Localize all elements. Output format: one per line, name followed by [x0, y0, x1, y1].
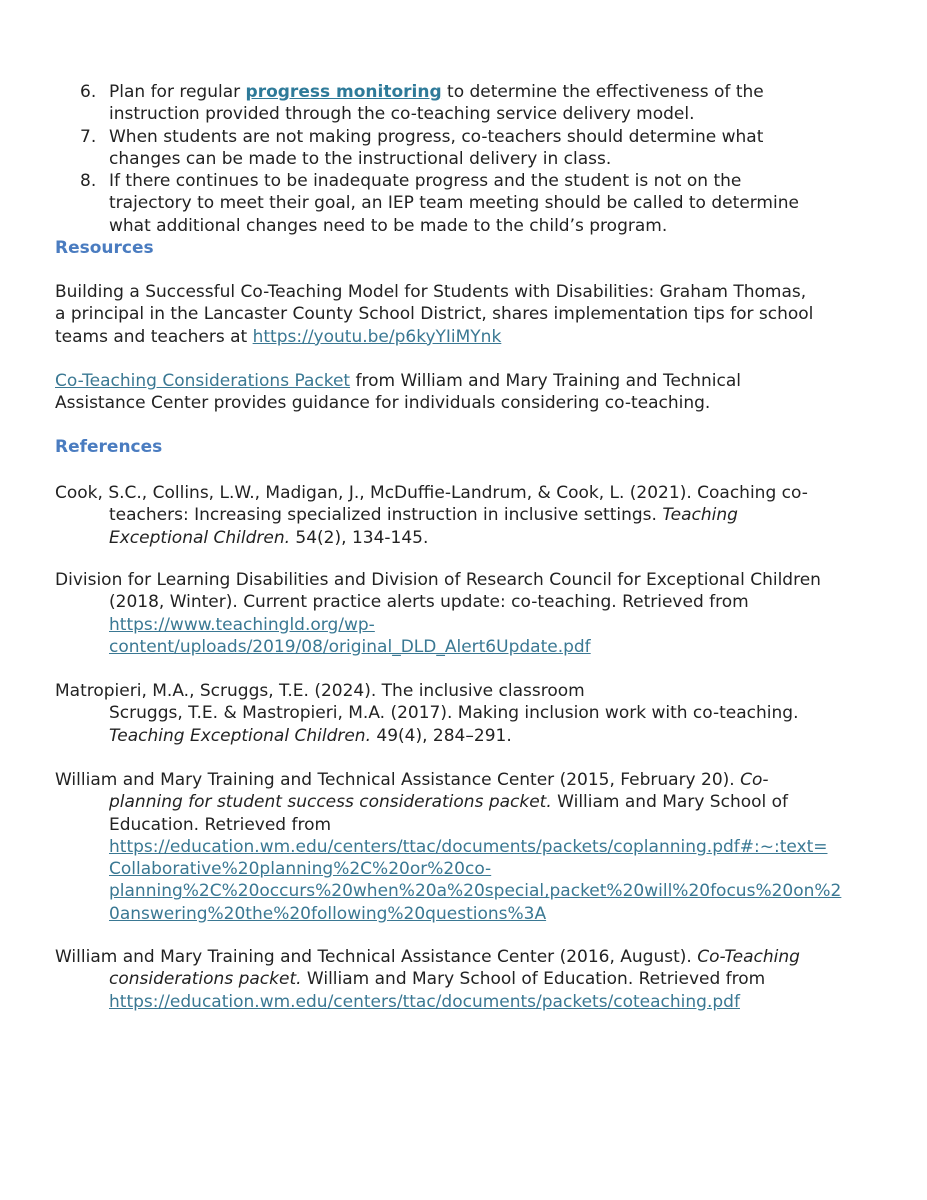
- list-line: changes can be made to the instructional delivery in class.: [109, 148, 612, 169]
- teachingld-link[interactable]: https://www.teachingld.org/wp-: [109, 614, 375, 635]
- resource-line: Assistance Center provides guidance for individuals considering co-teaching.: [55, 393, 711, 414]
- reference-entry: [55, 769, 877, 925]
- reference-line: Cook, S.C., Collins, L.W., Madigan, J., McDuffie-Landrum, & Cook, L. (2021). Coaching co-: [55, 483, 808, 503]
- reference-line: [55, 614, 877, 636]
- list-line: When students are not making progress, co-teachers should determine what: [109, 126, 764, 147]
- reference-line: Division for Learning Disabilities and Division of Research Council for Exceptional Children: [55, 570, 821, 590]
- reference-text: 54(2), 134-145.: [290, 527, 429, 548]
- reference-text: William and Mary School of: [551, 792, 789, 813]
- reference-line: [55, 946, 877, 968]
- references-heading: References: [55, 437, 163, 457]
- reference-line: [55, 769, 877, 791]
- packet-title: Co-: [740, 770, 769, 790]
- youtube-link[interactable]: https://youtu.be/p6kyYIiMYnk: [252, 326, 502, 347]
- reference-line: [55, 725, 877, 747]
- reference-line: [55, 791, 877, 813]
- list-text: Plan for regular: [109, 82, 246, 102]
- reference-line: Scruggs, T.E. & Mastropieri, M.A. (2017). Making inclusion work with co-teaching.: [109, 703, 799, 724]
- reference-line: [55, 903, 877, 925]
- reference-text: William and Mary Training and Technical Assistance Center (2016, August).: [55, 947, 698, 967]
- reference-line: Education. Retrieved from: [109, 814, 332, 835]
- reference-line: [55, 991, 877, 1013]
- resource-line: [55, 326, 875, 348]
- list-item: [80, 170, 880, 237]
- reference-line: [55, 504, 877, 526]
- resource-text: from William and Mary Training and Technical: [350, 371, 742, 391]
- reference-entry: [55, 569, 877, 658]
- list-item: [80, 81, 880, 126]
- resource-paragraph: [55, 281, 875, 348]
- packet-title: considerations packet.: [109, 969, 302, 990]
- co-teaching-packet-link[interactable]: Co-Teaching Considerations Packet: [55, 371, 351, 391]
- list-text: to determine the effectiveness of the: [441, 82, 764, 102]
- resource-line: a principal in the Lancaster County School District, shares implementation tips for school: [55, 304, 814, 325]
- teachingld-link[interactable]: content/uploads/2019/08/original_DLD_Alert6Update.pdf: [109, 636, 591, 657]
- resource-line: [55, 370, 875, 392]
- list-line: If there continues to be inadequate progress and the student is not on the: [109, 171, 742, 192]
- reference-line: [55, 527, 877, 549]
- reference-text: William and Mary School of Education. Retrieved from: [301, 969, 766, 990]
- reference-line: [55, 836, 877, 858]
- journal-title: Exceptional Children.: [109, 527, 291, 548]
- reference-line: [55, 858, 877, 880]
- reference-text: William and Mary Training and Technical Assistance Center (2015, February 20).: [55, 770, 741, 790]
- reference-line: [55, 968, 877, 990]
- journal-title: Teaching: [662, 505, 738, 526]
- resource-line: Building a Successful Co-Teaching Model for Students with Disabilities: Graham Thomas,: [55, 282, 807, 302]
- progress-monitoring-link[interactable]: progress monitoring: [245, 82, 442, 102]
- reference-line: Matropieri, M.A., Scruggs, T.E. (2024). The inclusive classroom: [55, 681, 585, 701]
- resource-text: teams and teachers at: [55, 326, 253, 347]
- list-number: 8.: [80, 171, 97, 192]
- coplanning-link[interactable]: Collaborative%20planning%2C%20or%20co-: [109, 859, 492, 880]
- list-line: what additional changes need to be made to the child’s program.: [109, 215, 668, 236]
- list-line: trajectory to meet their goal, an IEP team meeting should be called to determine: [109, 193, 799, 214]
- list-number: 7.: [80, 126, 97, 147]
- coplanning-link[interactable]: https://education.wm.edu/centers/ttac/documents/packets/coplanning.pdf#:~:text=: [109, 836, 828, 857]
- coteaching-link[interactable]: https://education.wm.edu/centers/ttac/documents/packets/coteaching.pdf: [109, 991, 740, 1012]
- reference-line: [55, 636, 877, 658]
- numbered-list: [80, 81, 880, 237]
- list-line: [109, 81, 880, 103]
- reference-line: [55, 880, 877, 902]
- coplanning-link[interactable]: 0answering%20the%20following%20questions%3A: [109, 903, 547, 924]
- packet-title: planning for student success considerations packet.: [109, 792, 552, 813]
- resource-paragraph: [55, 370, 875, 415]
- packet-title: Co-Teaching: [697, 947, 800, 967]
- coplanning-link[interactable]: planning%2C%20occurs%20when%20a%20special,packet%20will%20focus%20on%2: [109, 881, 842, 902]
- reference-entry: [55, 680, 877, 747]
- list-number: 6.: [80, 82, 97, 102]
- list-line: instruction provided through the co-teaching service delivery model.: [109, 104, 695, 125]
- reference-entry: [55, 482, 877, 549]
- list-item: [80, 126, 880, 171]
- journal-title: Teaching Exceptional Children.: [109, 725, 371, 746]
- reference-text: teachers: Increasing specialized instruction in inclusive settings.: [109, 505, 663, 526]
- resources-heading: Resources: [55, 238, 154, 258]
- reference-text: 49(4), 284–291.: [371, 725, 512, 746]
- reference-line: (2018, Winter). Current practice alerts update: co-teaching. Retrieved from: [109, 592, 749, 613]
- reference-entry: [55, 946, 877, 1013]
